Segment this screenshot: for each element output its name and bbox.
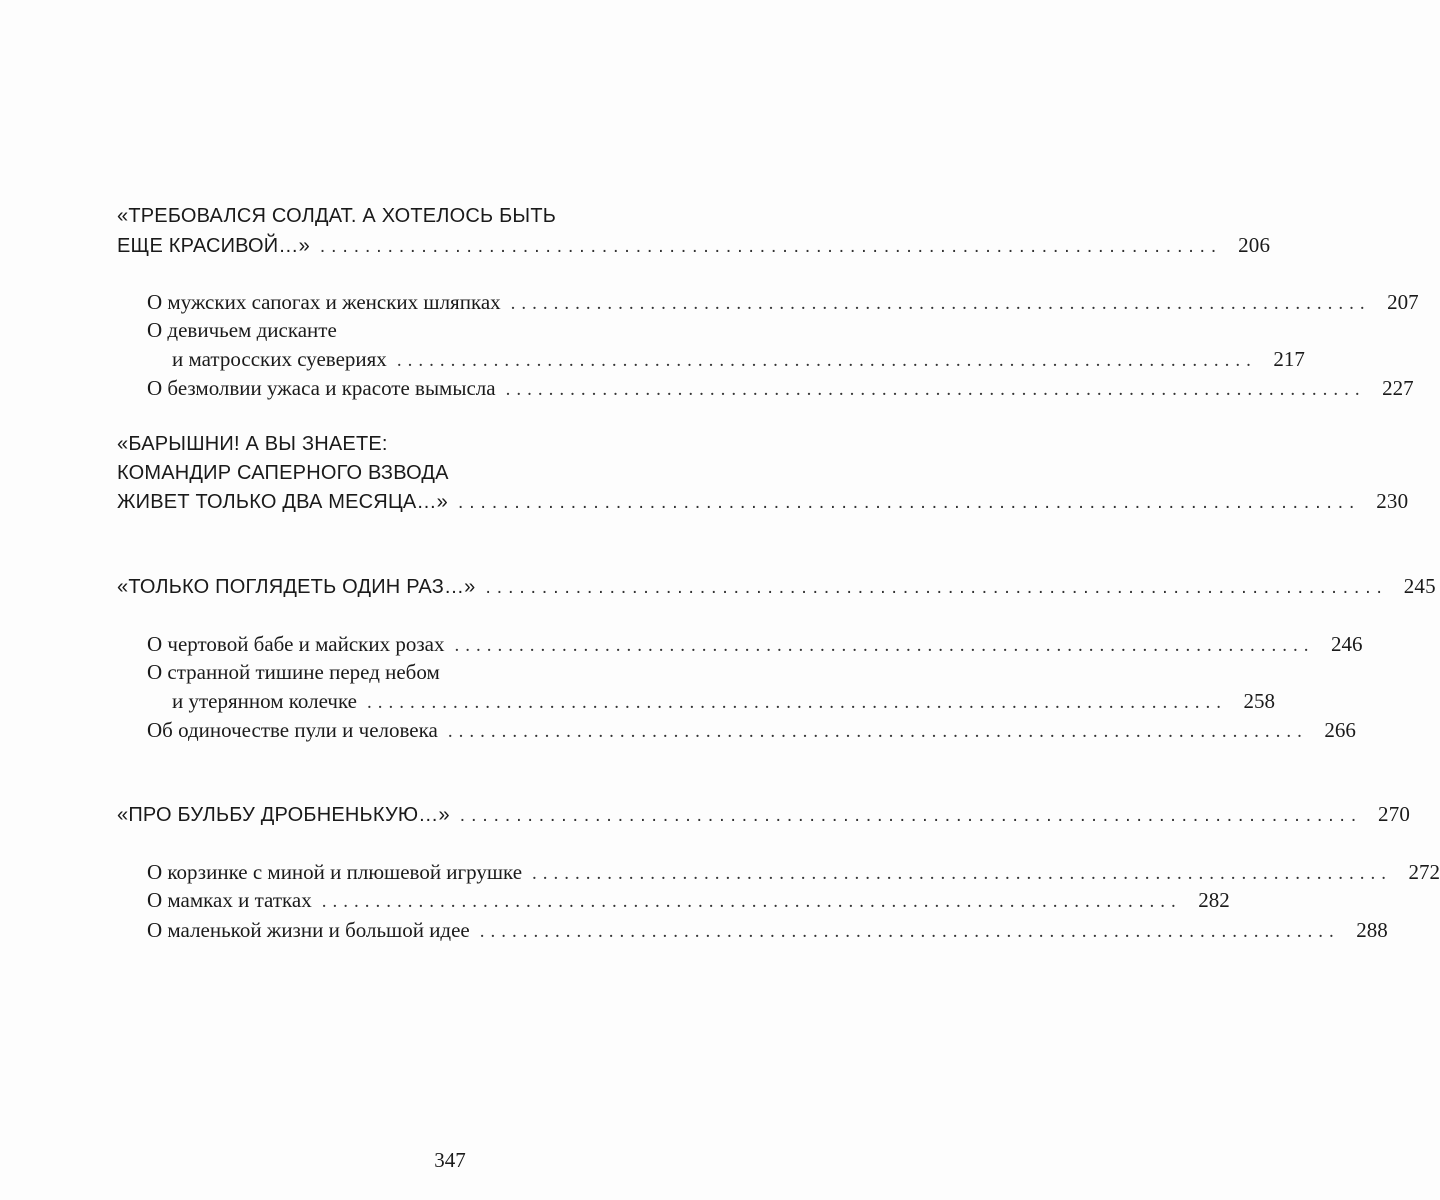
dot-leader: ................................................................................ [510, 293, 1371, 314]
toc-page-number: 246 [1331, 632, 1363, 656]
toc-page-number: 227 [1382, 376, 1414, 400]
toc-entry-title: Об одиночестве пули и человека [147, 718, 438, 742]
toc-entry-title: «БАРЫШНИ! А ВЫ ЗНАЕТЕ: [117, 433, 388, 455]
page-number: 347 [434, 1148, 466, 1172]
toc-page-number: 207 [1387, 290, 1419, 314]
dot-leader: ................................................................................ [459, 805, 1363, 826]
toc-entry-title: О мужских сапогах и женских шляпках [147, 290, 501, 314]
dot-leader: ................................................................................ [319, 235, 1223, 257]
dot-leader: ................................................................................ [447, 721, 1308, 742]
dot-leader: ................................................................................ [505, 379, 1366, 400]
toc-entry-title: «ПРО БУЛЬБУ ДРОБНЕНЬКУЮ…» [117, 804, 450, 826]
toc-page-number: 258 [1243, 688, 1275, 713]
toc-entry-title: и утерянном колечке [172, 688, 357, 713]
toc-entry-title: О странной тишине перед небом [147, 660, 440, 684]
toc-entry-title: О чертовой бабе и майских розах [147, 632, 445, 656]
toc-page-number: 245 [1403, 574, 1436, 598]
toc-page-number: 272 [1408, 860, 1440, 884]
toc-entry-title: и матросских суевериях [172, 346, 387, 371]
toc-page-number: 230 [1376, 489, 1409, 513]
dot-leader: ................................................................................ [321, 891, 1182, 912]
dot-leader: ................................................................................ [532, 863, 1393, 884]
toc-entry-title: О мамках и татках [147, 888, 312, 912]
dot-leader: ................................................................................ [366, 691, 1227, 713]
toc-page-number: 282 [1198, 888, 1230, 912]
toc-entry-title: ЖИВЕТ ТОЛЬКО ДВА МЕСЯЦА…» [117, 491, 448, 513]
toc-entry-title: «ТРЕБОВАЛСЯ СОЛДАТ. А ХОТЕЛОСЬ БЫТЬ [117, 205, 557, 227]
toc-entry-title: ЕЩЕ КРАСИВОЙ…» [117, 234, 310, 257]
toc-page-number: 206 [1238, 232, 1271, 257]
dot-leader: ................................................................................ [458, 492, 1361, 513]
toc-page-number: 288 [1356, 918, 1388, 942]
dot-leader: ................................................................................ [396, 349, 1257, 371]
dot-leader: ................................................................................ [454, 635, 1315, 656]
dot-leader: ................................................................................ [485, 577, 1388, 598]
toc-page-number: 270 [1378, 802, 1411, 826]
toc-entry-title: О девичьем дисканте [147, 318, 337, 342]
toc-page-number: 266 [1324, 718, 1356, 742]
toc-entry-title: КОМАНДИР САПЕРНОГО ВЗВОДА [117, 461, 449, 484]
toc-entry-title: О безмолвии ужаса и красоте вымысла [147, 376, 496, 400]
toc-entry-title: «ТОЛЬКО ПОГЛЯДЕТЬ ОДИН РАЗ…» [117, 576, 476, 598]
toc-entry-title: О маленькой жизни и большой идее [147, 918, 470, 942]
toc-entry-title: О корзинке с миной и плюшевой игрушке [147, 860, 523, 884]
toc-page-number: 217 [1273, 346, 1305, 371]
dot-leader: ................................................................................ [479, 921, 1340, 942]
